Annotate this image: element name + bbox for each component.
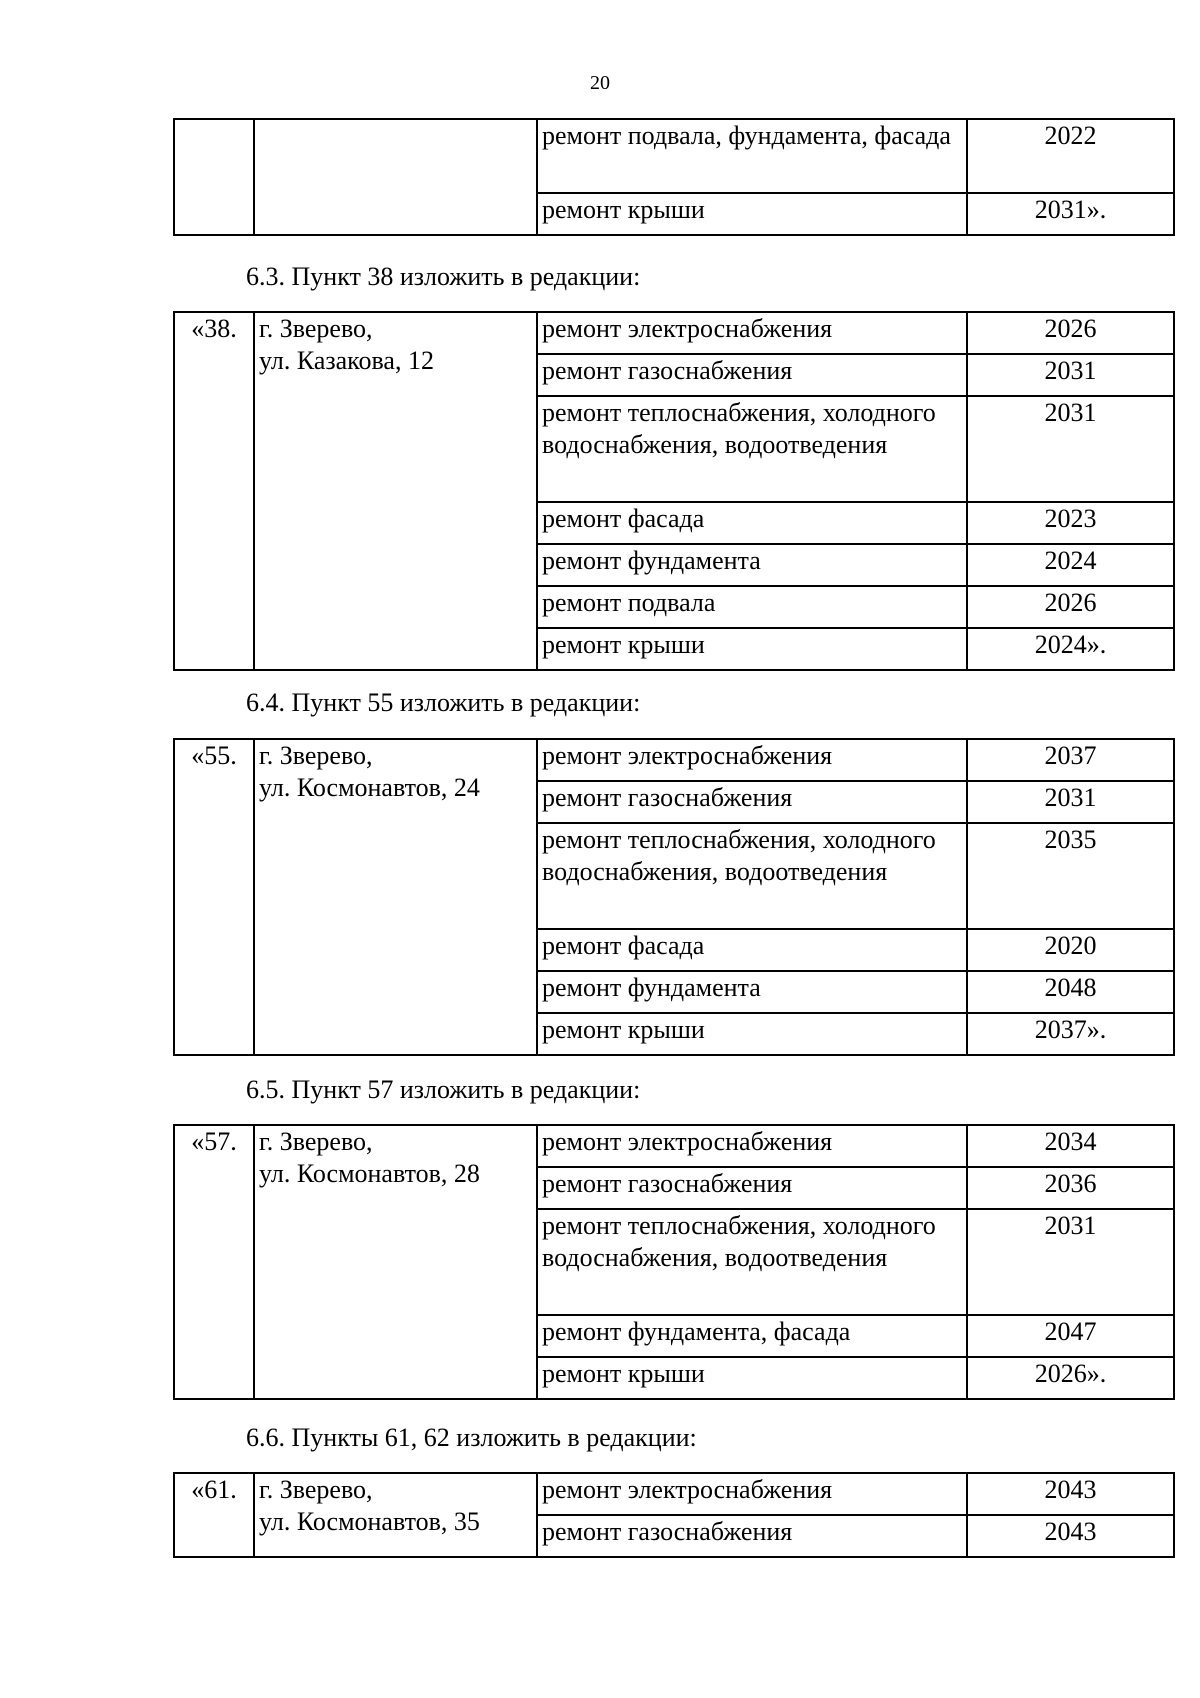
work-cell: ремонт электроснабжения bbox=[537, 1125, 967, 1167]
num-cell bbox=[174, 119, 254, 235]
year-cell: 2024 bbox=[967, 544, 1174, 586]
address-cell bbox=[254, 119, 537, 235]
year-cell: 2035 bbox=[967, 823, 1174, 929]
work-cell: ремонт фундамента bbox=[537, 971, 967, 1013]
address-street: ул. Казакова, 12 bbox=[259, 346, 434, 375]
work-cell: ремонт электроснабжения bbox=[537, 1473, 967, 1515]
work-cell: ремонт теплоснабжения, холодного водоснабжения, водоотведения bbox=[537, 396, 967, 502]
year-cell: 2031 bbox=[967, 354, 1174, 396]
year-cell: 2026 bbox=[967, 586, 1174, 628]
amendment-table bbox=[173, 311, 1175, 671]
work-cell: ремонт подвала bbox=[537, 586, 967, 628]
work-cell: ремонт крыши bbox=[537, 193, 967, 235]
address-cell bbox=[254, 1473, 537, 1557]
work-cell: ремонт фасада bbox=[537, 502, 967, 544]
year-cell: 2031». bbox=[967, 193, 1174, 235]
amendment-table bbox=[173, 1124, 1175, 1400]
address-cell bbox=[254, 1125, 537, 1399]
amendment-table bbox=[173, 1472, 1175, 1558]
amendment-table bbox=[173, 738, 1175, 1056]
year-cell: 2037». bbox=[967, 1013, 1174, 1055]
year-cell: 2026». bbox=[967, 1357, 1174, 1399]
year-cell: 2031 bbox=[967, 1209, 1174, 1315]
work-cell: ремонт газоснабжения bbox=[537, 354, 967, 396]
address-city: г. Зверево, bbox=[259, 1127, 373, 1156]
work-cell: ремонт крыши bbox=[537, 1357, 967, 1399]
work-cell: ремонт подвала, фундамента, фасада bbox=[537, 119, 967, 193]
work-cell: ремонт газоснабжения bbox=[537, 1515, 967, 1557]
year-cell: 2026 bbox=[967, 312, 1174, 354]
address-street: ул. Космонавтов, 35 bbox=[259, 1507, 480, 1536]
address-street: ул. Космонавтов, 28 bbox=[259, 1159, 480, 1188]
year-cell: 2037 bbox=[967, 739, 1174, 781]
year-cell: 2048 bbox=[967, 971, 1174, 1013]
year-cell: 2023 bbox=[967, 502, 1174, 544]
year-cell: 2043 bbox=[967, 1515, 1174, 1557]
year-cell: 2031 bbox=[967, 781, 1174, 823]
page-number: 20 bbox=[590, 72, 610, 94]
item-number: «57. bbox=[174, 1125, 254, 1399]
year-cell: 2047 bbox=[967, 1315, 1174, 1357]
work-cell: ремонт газоснабжения bbox=[537, 1167, 967, 1209]
year-cell: 2031 bbox=[967, 396, 1174, 502]
work-cell: ремонт крыши bbox=[537, 628, 967, 670]
address-street: ул. Космонавтов, 24 bbox=[259, 773, 480, 802]
section-heading: 6.5. Пункт 57 изложить в редакции: bbox=[246, 1075, 641, 1104]
address-cell bbox=[254, 312, 537, 670]
work-cell: ремонт теплоснабжения, холодного водоснабжения, водоотведения bbox=[537, 1209, 967, 1315]
work-cell: ремонт электроснабжения bbox=[537, 739, 967, 781]
section-heading: 6.3. Пункт 38 изложить в редакции: bbox=[246, 262, 641, 291]
item-number: «61. bbox=[174, 1473, 254, 1557]
year-cell: 2043 bbox=[967, 1473, 1174, 1515]
carryover-table bbox=[173, 118, 1175, 236]
work-cell: ремонт газоснабжения bbox=[537, 781, 967, 823]
year-cell: 2034 bbox=[967, 1125, 1174, 1167]
year-cell: 2022 bbox=[967, 119, 1174, 193]
address-cell bbox=[254, 739, 537, 1055]
address-city: г. Зверево, bbox=[259, 314, 373, 343]
section-heading: 6.4. Пункт 55 изложить в редакции: bbox=[246, 688, 641, 717]
work-cell: ремонт фундамента, фасада bbox=[537, 1315, 967, 1357]
section-heading: 6.6. Пункты 61, 62 изложить в редакции: bbox=[246, 1423, 697, 1452]
year-cell: 2020 bbox=[967, 929, 1174, 971]
work-cell: ремонт крыши bbox=[537, 1013, 967, 1055]
address-city: г. Зверево, bbox=[259, 741, 373, 770]
item-number: «38. bbox=[174, 312, 254, 670]
work-cell: ремонт теплоснабжения, холодного водоснабжения, водоотведения bbox=[537, 823, 967, 929]
item-number: «55. bbox=[174, 739, 254, 1055]
year-cell: 2024». bbox=[967, 628, 1174, 670]
address-city: г. Зверево, bbox=[259, 1475, 373, 1504]
work-cell: ремонт фасада bbox=[537, 929, 967, 971]
work-cell: ремонт фундамента bbox=[537, 544, 967, 586]
work-cell: ремонт электроснабжения bbox=[537, 312, 967, 354]
year-cell: 2036 bbox=[967, 1167, 1174, 1209]
